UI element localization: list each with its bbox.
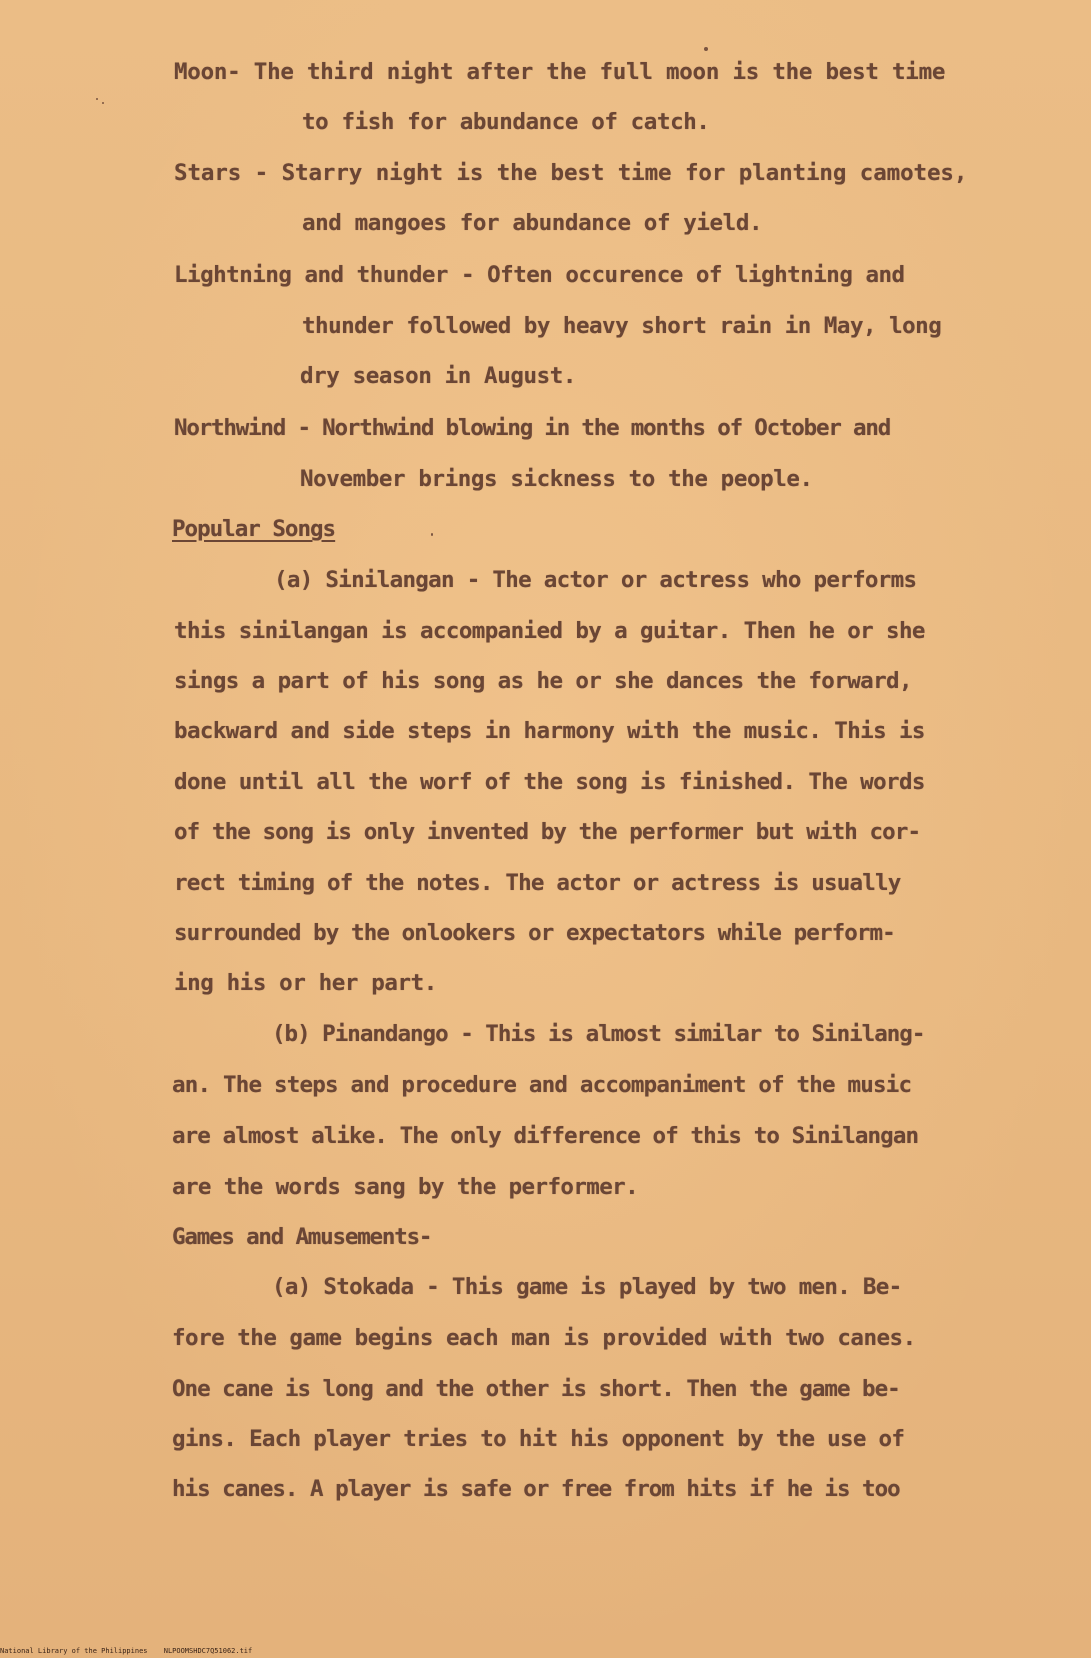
text-line: rect timing of the notes. The actor or actress is usually [174, 870, 901, 896]
text-line: of the song is only invented by the performer but with cor- [174, 819, 921, 845]
scan-footer [0, 1646, 264, 1656]
text-line-sinilangan: (a) Sinilangan - The actor or actress who performs [274, 567, 917, 593]
text-line: backward and side steps in harmony with the music. This is [174, 718, 925, 744]
text-line: fore the game begins each man is provided with two canes. [172, 1325, 916, 1351]
section-heading-popular-songs: Popular Songs [172, 516, 336, 542]
footer-file: NLPOOMSHDC7Q51062.tif [163, 1647, 253, 1655]
text-line: an. The steps and procedure and accompaniment of the music [172, 1072, 912, 1098]
text-line-lightning: Lightning and thunder - Often occurence of lightning and [174, 262, 905, 288]
text-line: and mangoes for abundance of yield. [302, 210, 763, 236]
text-line: ing his or her part. [174, 970, 437, 996]
text-line-northwind: Northwind - Northwind blowing in the months of October and [174, 415, 891, 441]
text-line: are the words sang by the performer. [172, 1174, 639, 1200]
text-line: to fish for abundance of catch. [302, 109, 710, 135]
text-line: surrounded by the onlookers or expectators while perform- [174, 920, 895, 946]
paper-speck [704, 47, 708, 51]
text-line-stokada: (a) Stokada - This game is played by two men. Be- [272, 1274, 902, 1300]
text-line: thunder followed by heavy short rain in May, long [302, 313, 942, 339]
text-line: sings a part of his song as he or she dances the forward, [174, 668, 912, 694]
paper-speck [431, 533, 433, 536]
paper-speck [96, 98, 98, 100]
text-line: November brings sickness to the people. [300, 466, 813, 492]
text-line: his canes. A player is safe or free from hits if he is too [172, 1476, 900, 1502]
section-heading-games: Games and Amusements- [172, 1224, 432, 1250]
text-line: gins. Each player tries to hit his opponent by the use of [172, 1426, 905, 1452]
paper-speck [102, 102, 104, 104]
text-line-pinandango: (b) Pinandango - This is almost similar to Sinilang- [272, 1021, 925, 1047]
text-line: One cane is long and the other is short. Then the game be- [172, 1376, 900, 1402]
text-line: done until all the worf of the song is finished. The words [174, 769, 925, 795]
text-line: dry season in August. [300, 363, 577, 389]
text-line: are almost alike. The only difference of this to Sinilangan [172, 1123, 919, 1149]
text-line-moon: Moon- The third night after the full moon is the best time [174, 59, 946, 85]
text-line: this sinilangan is accompanied by a guitar. Then he or she [174, 618, 925, 644]
text-line-stars: Stars - Starry night is the best time for planting camotes, [174, 160, 968, 186]
footer-library: National Library of the Philippines [0, 1647, 148, 1655]
